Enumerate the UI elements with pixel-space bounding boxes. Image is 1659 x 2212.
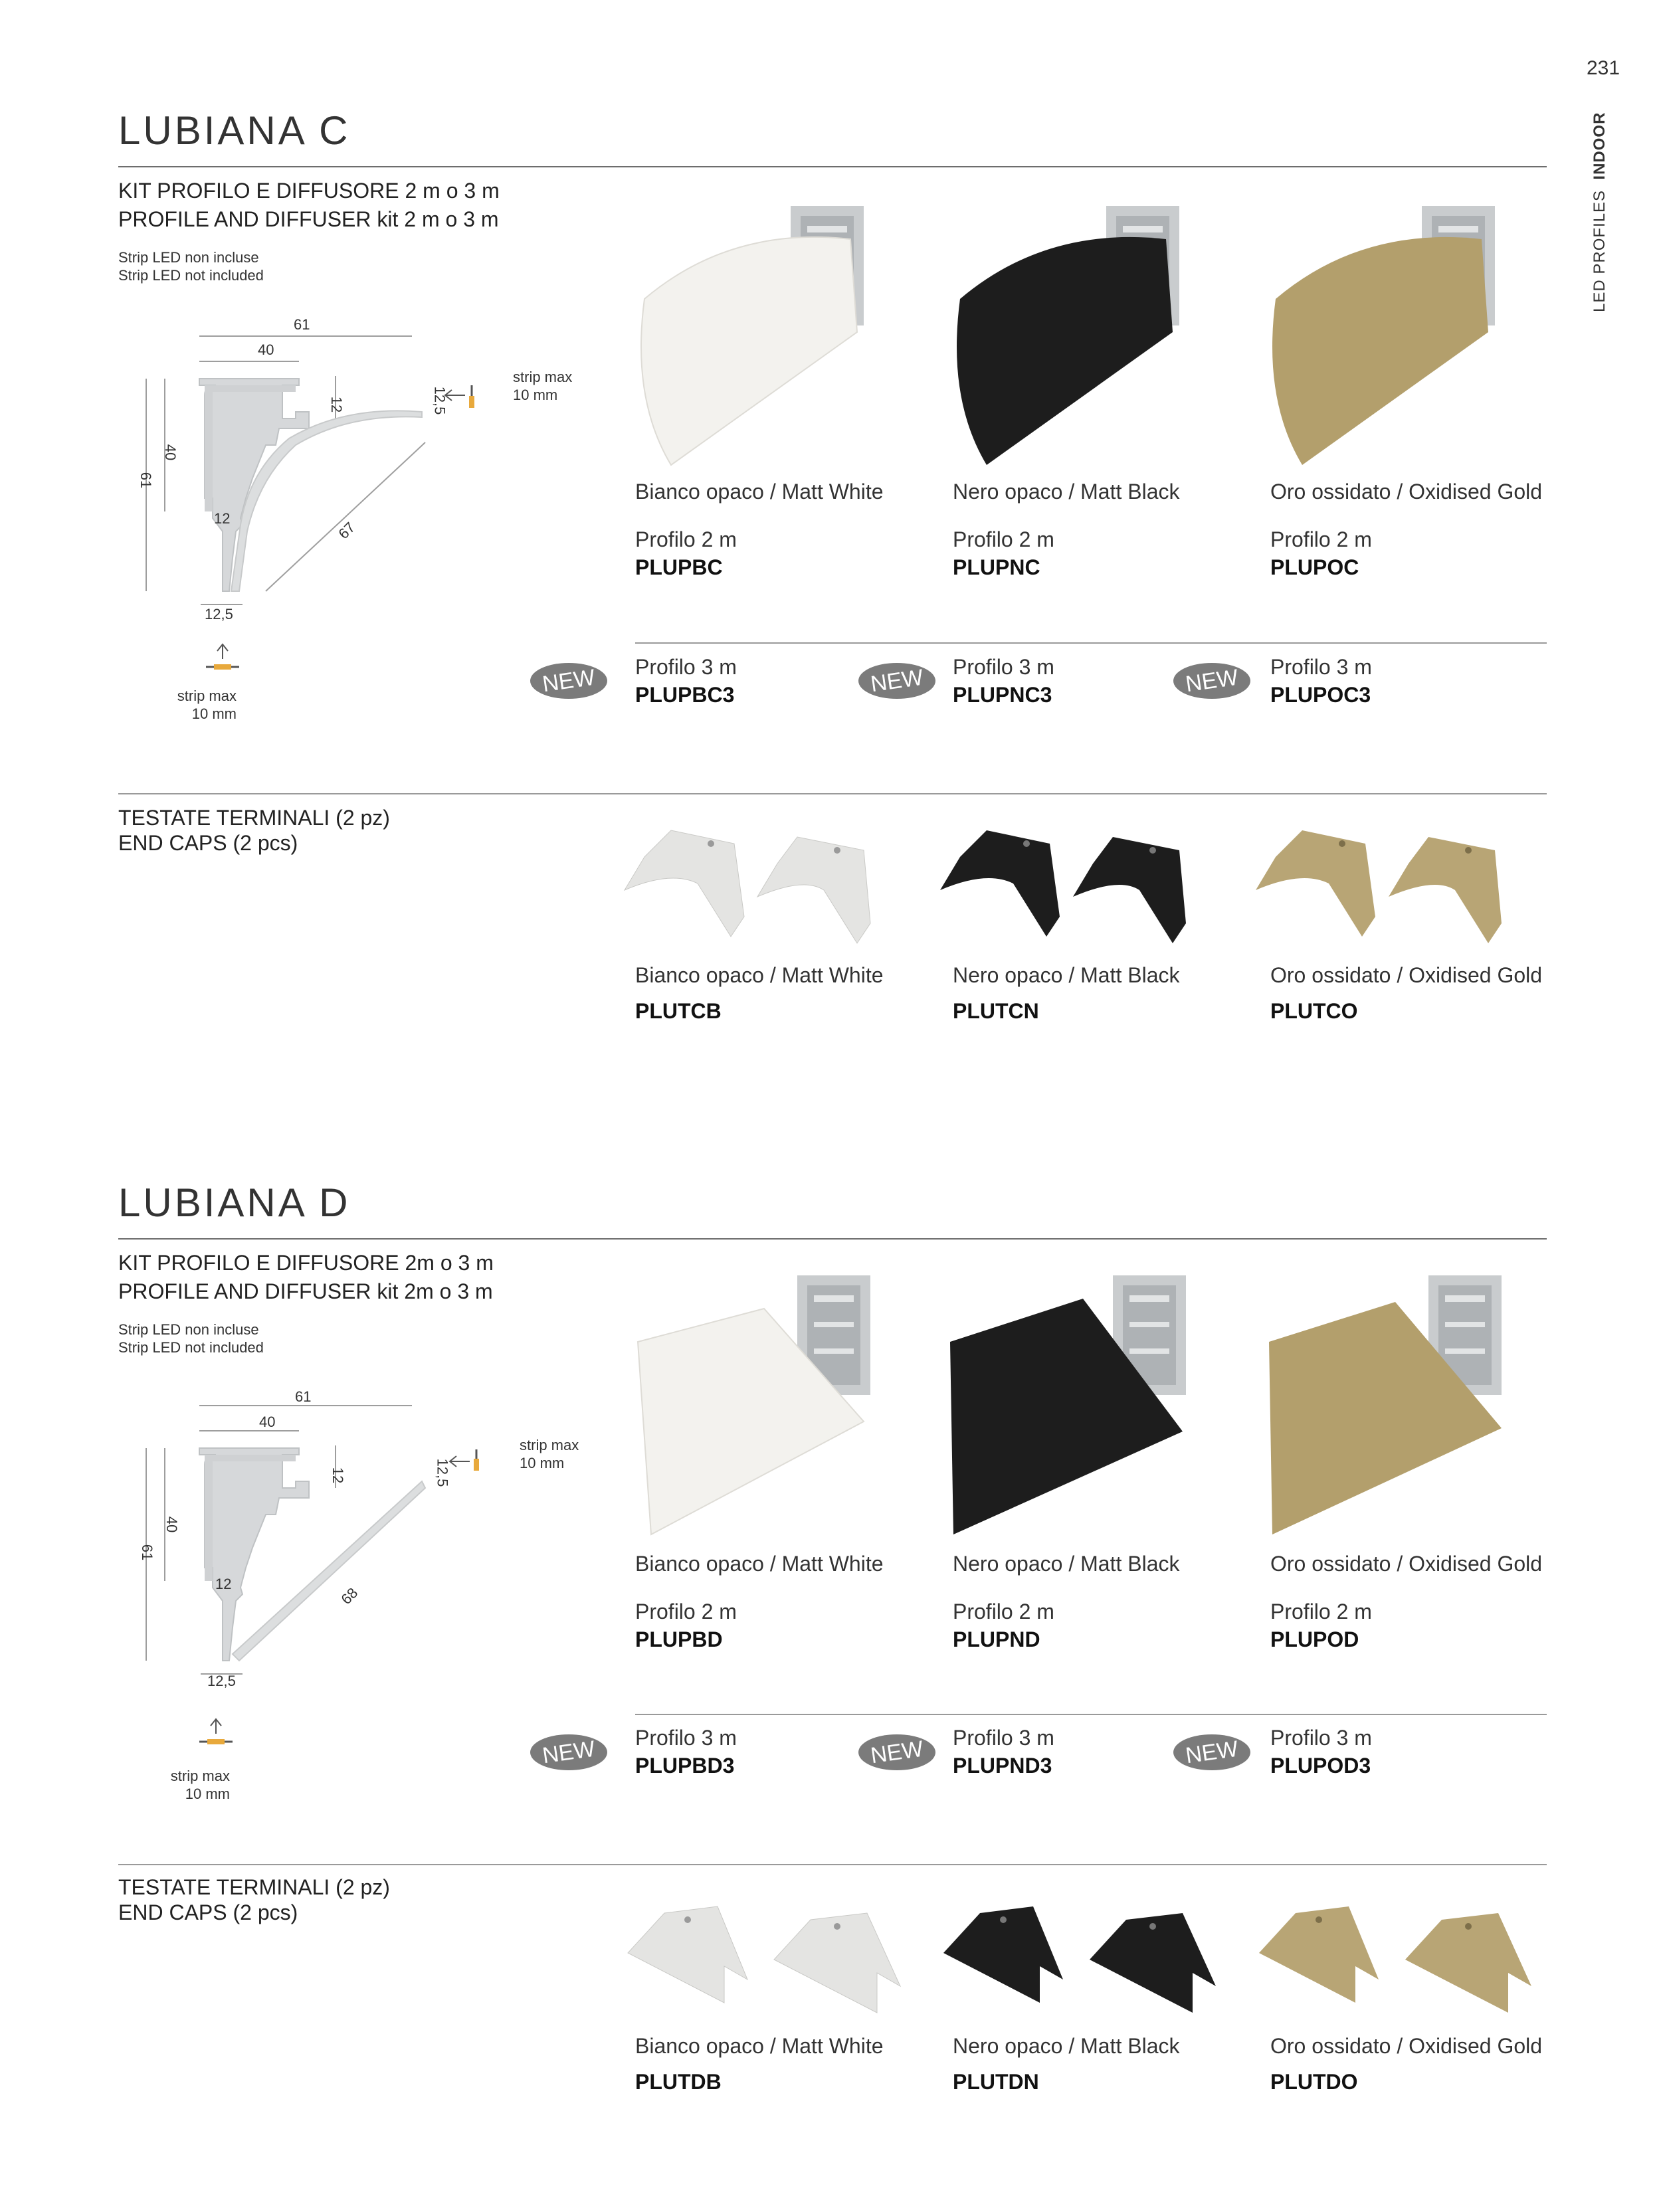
note-line-en: Strip LED not included — [118, 1339, 264, 1356]
strip-note-line2: 10 mm — [513, 387, 558, 403]
dim-125-vertical: 12,5 — [431, 386, 448, 415]
dim-height-total: 61 — [138, 472, 155, 489]
strip-note-side — [520, 1436, 579, 1472]
dim-width-total: 61 — [295, 1388, 312, 1405]
new-badge-text: NEW — [869, 1736, 925, 1769]
product-code: PLUPOD3 — [1270, 1754, 1371, 1778]
kit-line-it: KIT PROFILO E DIFFUSORE 2m o 3 m — [118, 1251, 494, 1275]
strip-note-bottom — [173, 687, 237, 723]
led-strip-icon — [214, 664, 231, 670]
led-strip-icon — [474, 1459, 479, 1471]
product-code: PLUTDO — [1270, 2070, 1358, 2094]
end-caps-heading — [118, 1875, 390, 1925]
dim-12-vertical: 12 — [330, 1467, 347, 1484]
finish-label-black: Nero opaco / Matt Black — [953, 1552, 1180, 1576]
caps-line-en: END CAPS (2 pcs) — [118, 831, 298, 855]
strip-note-line1: strip max — [520, 1437, 579, 1453]
product-code: PLUPBD3 — [635, 1754, 735, 1778]
title-rule — [118, 166, 1547, 167]
caps-line-en: END CAPS (2 pcs) — [118, 1900, 298, 1924]
dim-width-inner: 40 — [259, 1414, 276, 1430]
product-code: PLUTCB — [635, 999, 722, 1023]
strip-note-line1: strip max — [170, 1768, 230, 1784]
dim-height-inner: 40 — [163, 1516, 181, 1533]
note-line-en: Strip LED not included — [118, 267, 264, 284]
caps-line-it: TESTATE TERMINALI (2 pz) — [118, 1875, 390, 1899]
caps-finish-white: Bianco opaco / Matt White — [635, 963, 884, 987]
strip-note-line1: strip max — [513, 369, 573, 385]
profile-2m-label: Profilo 2 m — [635, 1600, 737, 1623]
dim-12-vertical: 12 — [328, 396, 345, 413]
profile-3m-label: Profilo 3 m — [953, 655, 1054, 679]
kit-line-it: KIT PROFILO E DIFFUSORE 2 m o 3 m — [118, 179, 500, 203]
product-photo-gold — [1262, 1269, 1541, 1541]
section-divider — [118, 793, 1547, 794]
finish-label-gold: Oro ossidato / Oxidised Gold — [1270, 480, 1543, 504]
new-badge — [857, 661, 937, 701]
end-cap-photo-white — [625, 1887, 904, 2019]
dim-diagonal: 68 — [338, 1584, 361, 1608]
profile-2m-label: Profilo 2 m — [1270, 1600, 1372, 1623]
finish-label-white: Bianco opaco / Matt White — [635, 480, 884, 504]
led-strip-icon — [469, 396, 474, 408]
product-code: PLUPOC3 — [1270, 683, 1371, 707]
dim-width-total: 61 — [294, 316, 310, 333]
profile-3m-label: Profilo 3 m — [953, 1726, 1054, 1750]
title-rule — [118, 1238, 1547, 1240]
caps-finish-black: Nero opaco / Matt Black — [953, 963, 1180, 987]
product-code: PLUPBC — [635, 555, 723, 579]
led-strip-icon — [207, 1739, 225, 1744]
product-code: PLUPNC — [953, 555, 1040, 579]
finish-label-white: Bianco opaco / Matt White — [635, 1552, 884, 1576]
product-code: PLUPOC — [1270, 555, 1359, 579]
new-badge — [1172, 661, 1252, 701]
arrow-left-icon — [450, 1456, 470, 1467]
dim-width-inner: 40 — [258, 341, 274, 358]
dim-12-horizontal: 12 — [214, 510, 231, 527]
strip-note-bottom — [166, 1767, 230, 1803]
finish-label-black: Nero opaco / Matt Black — [953, 480, 1180, 504]
dim-diagonal: 67 — [335, 519, 359, 543]
side-tab-light: LED PROFILES — [1591, 189, 1609, 312]
caps-finish-black: Nero opaco / Matt Black — [953, 2034, 1180, 2058]
end-cap-photo-gold — [1249, 817, 1528, 950]
strip-note-line2: 10 mm — [185, 1786, 230, 1802]
profile-3m-label: Profilo 3 m — [635, 1726, 737, 1750]
dim-height-total: 61 — [139, 1544, 156, 1561]
product-photo-gold — [1262, 199, 1541, 472]
side-tab — [1591, 112, 1617, 312]
led-note — [118, 248, 264, 284]
end-cap-photo-white — [618, 817, 897, 950]
product-photo-white — [631, 199, 910, 472]
end-cap-photo-black — [933, 817, 1213, 950]
product-photo-black — [947, 199, 1226, 472]
caps-finish-white: Bianco opaco / Matt White — [635, 2034, 884, 2058]
profile-3m-label: Profilo 3 m — [1270, 1726, 1372, 1750]
end-cap-photo-gold — [1256, 1887, 1535, 2019]
arrow-up-icon — [217, 644, 228, 659]
profile-3m-label: Profilo 3 m — [635, 655, 737, 679]
new-badge-text: NEW — [1184, 1736, 1240, 1769]
new-badge — [529, 661, 609, 701]
caps-finish-gold: Oro ossidato / Oxidised Gold — [1270, 2034, 1543, 2058]
new-badge — [1172, 1732, 1252, 1772]
led-note — [118, 1321, 264, 1356]
strip-note-side — [513, 368, 572, 404]
product-code: PLUPBC3 — [635, 683, 735, 707]
product-code: PLUPOD — [1270, 1627, 1359, 1651]
strip-note-line1: strip max — [177, 688, 237, 704]
variant-divider — [635, 1714, 1547, 1715]
section-title: LUBIANA D — [118, 1180, 351, 1225]
dim-125-vertical: 12,5 — [434, 1458, 451, 1487]
finish-label-gold: Oro ossidato / Oxidised Gold — [1270, 1552, 1543, 1576]
product-photo-black — [947, 1269, 1226, 1541]
kit-description — [118, 1249, 494, 1306]
kit-description — [118, 177, 500, 234]
dim-height-inner: 40 — [162, 444, 179, 461]
side-tab-bold: INDOOR — [1591, 112, 1609, 180]
arrow-left-icon — [445, 390, 465, 401]
section-divider — [118, 1864, 1547, 1865]
dim-125-horizontal: 12,5 — [205, 606, 233, 622]
kit-line-en: PROFILE AND DIFFUSER kit 2m o 3 m — [118, 1279, 493, 1303]
caps-finish-gold: Oro ossidato / Oxidised Gold — [1270, 963, 1543, 987]
product-code: PLUPND — [953, 1627, 1040, 1651]
kit-line-en: PROFILE AND DIFFUSER kit 2 m o 3 m — [118, 207, 499, 231]
product-photo-white — [631, 1269, 910, 1541]
profile-2m-label: Profilo 2 m — [1270, 527, 1372, 551]
product-code: PLUPBD — [635, 1627, 723, 1651]
section-title: LUBIANA C — [118, 108, 351, 153]
profile-2m-label: Profilo 2 m — [635, 527, 737, 551]
caps-line-it: TESTATE TERMINALI (2 pz) — [118, 806, 390, 830]
product-code: PLUPNC3 — [953, 683, 1052, 707]
new-badge — [529, 1732, 609, 1772]
dim-12-horizontal: 12 — [215, 1576, 232, 1592]
strip-note-line2: 10 mm — [520, 1455, 565, 1471]
new-badge-text: NEW — [541, 1736, 597, 1769]
product-code: PLUTDB — [635, 2070, 722, 2094]
variant-divider — [635, 642, 1547, 644]
profile-3m-label: Profilo 3 m — [1270, 655, 1372, 679]
note-line-it: Strip LED non incluse — [118, 249, 259, 266]
profile-2m-label: Profilo 2 m — [953, 527, 1054, 551]
product-code: PLUTCN — [953, 999, 1039, 1023]
new-badge-text: NEW — [1184, 664, 1240, 697]
arrow-up-icon — [211, 1719, 221, 1734]
strip-note-line2: 10 mm — [191, 705, 237, 722]
note-line-it: Strip LED non incluse — [118, 1321, 259, 1338]
product-code: PLUTCO — [1270, 999, 1358, 1023]
product-code: PLUTDN — [953, 2070, 1039, 2094]
new-badge-text: NEW — [869, 664, 925, 697]
page-number: 231 — [1587, 57, 1620, 79]
dim-125-horizontal: 12,5 — [207, 1673, 236, 1689]
product-code: PLUPND3 — [953, 1754, 1052, 1778]
profile-2m-label: Profilo 2 m — [953, 1600, 1054, 1623]
new-badge — [857, 1732, 937, 1772]
end-caps-heading — [118, 805, 390, 856]
end-cap-photo-black — [940, 1887, 1219, 2019]
new-badge-text: NEW — [541, 664, 597, 697]
